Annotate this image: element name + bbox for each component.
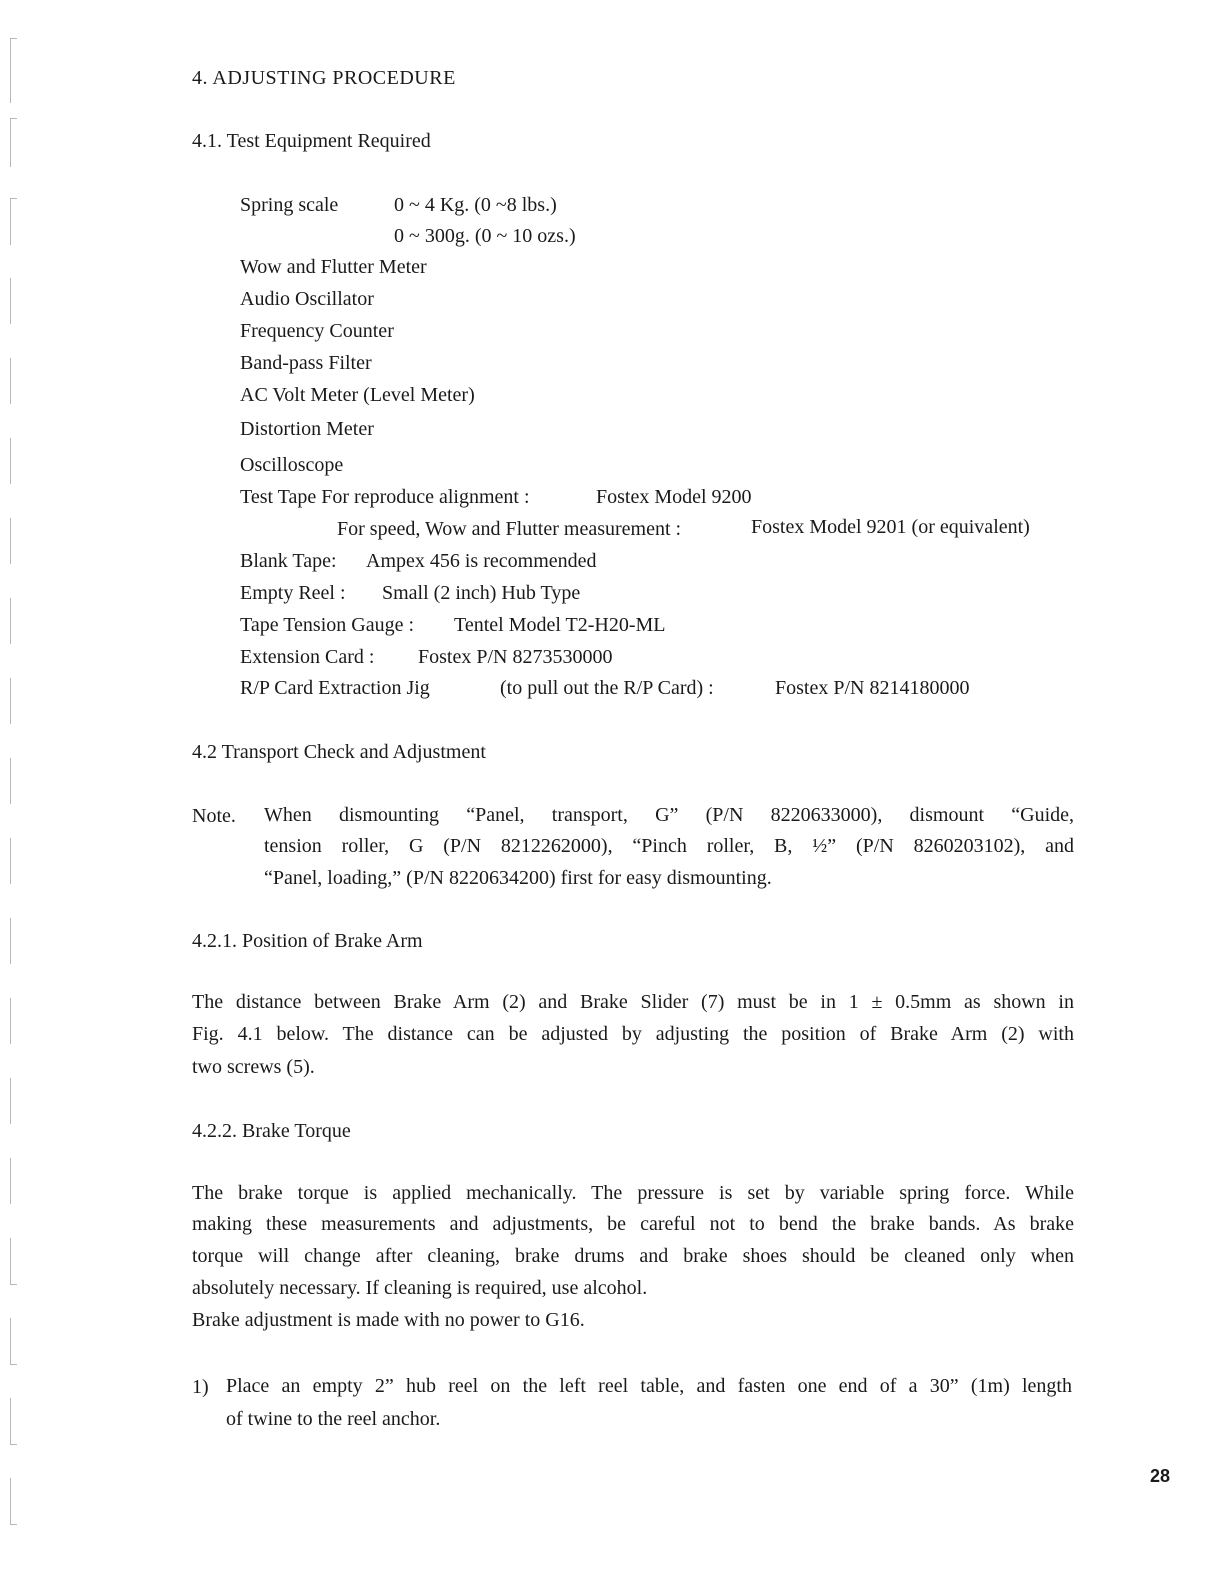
- equipment-item: Frequency Counter: [240, 320, 394, 342]
- equipment-test-tape-value: Fostex Model 9200: [596, 486, 752, 508]
- equipment-item: AC Volt Meter (Level Meter): [240, 384, 475, 406]
- equipment-test-tape-label: Test Tape For reproduce alignment :: [240, 486, 530, 508]
- note-label: Note.: [192, 805, 236, 827]
- torque-paragraph-line: absolutely necessary. If cleaning is required, use alcohol.: [192, 1277, 648, 1299]
- binder-mark: [10, 598, 11, 644]
- binder-mark: [10, 438, 11, 484]
- equipment-ext-value: Fostex P/N 8273530000: [418, 646, 613, 668]
- binder-mark: [10, 998, 11, 1044]
- brake-arm-paragraph-line: two screws (5).: [192, 1056, 315, 1078]
- binder-mark: [10, 118, 17, 167]
- binder-mark: [10, 278, 11, 324]
- note-line: “Panel, loading,” (P/N 8220634200) first for easy dismounting.: [264, 867, 772, 889]
- equipment-spring-label: Spring scale: [240, 194, 339, 216]
- equipment-gauge-value: Tentel Model T2-H20-ML: [454, 614, 666, 636]
- equipment-item: Band-pass Filter: [240, 352, 372, 374]
- note-line: tension roller, G (P/N 8212262000), “Pinch roller, B, ½” (P/N 8260203102), and: [264, 835, 1074, 857]
- note-line: When dismounting “Panel, transport, G” (P/N 8220633000), dismount “Guide,: [264, 804, 1074, 826]
- binder-mark: [10, 1078, 11, 1124]
- equipment-item: Audio Oscillator: [240, 288, 374, 310]
- binder-mark: [10, 918, 11, 964]
- equipment-blank-value: Ampex 456 is recommended: [366, 550, 597, 572]
- binder-mark: [10, 358, 11, 404]
- step-line: of twine to the reel anchor.: [226, 1408, 441, 1430]
- binder-mark: [10, 1478, 17, 1525]
- torque-paragraph-line: Brake adjustment is made with no power to G16.: [192, 1309, 585, 1331]
- binder-mark: [10, 1398, 17, 1445]
- torque-paragraph-line: torque will change after cleaning, brake drums and brake shoes should be cleaned only when: [192, 1245, 1074, 1267]
- binder-mark: [10, 518, 11, 564]
- section-title: 4. ADJUSTING PROCEDURE: [192, 67, 456, 89]
- binder-mark: [10, 198, 17, 245]
- step-number: 1): [192, 1376, 209, 1398]
- equipment-jig-note: (to pull out the R/P Card) :: [500, 677, 714, 699]
- equipment-spring-range-2: 0 ~ 300g. (0 ~ 10 ozs.): [394, 225, 576, 247]
- subsection-4-2-2-title: 4.2.2. Brake Torque: [192, 1120, 351, 1142]
- equipment-speed-value: Fostex Model 9201 (or equivalent): [751, 516, 1030, 538]
- equipment-reel-value: Small (2 inch) Hub Type: [382, 582, 581, 604]
- equipment-jig-label: R/P Card Extraction Jig: [240, 677, 430, 699]
- equipment-jig-value: Fostex P/N 8214180000: [775, 677, 970, 699]
- torque-paragraph-line: making these measurements and adjustments, be careful not to bend the brake bands. As brake: [192, 1213, 1074, 1235]
- brake-arm-paragraph-line: Fig. 4.1 below. The distance can be adjusted by adjusting the position of Brake Arm (2) with: [192, 1023, 1074, 1045]
- subsection-4-1-title: 4.1. Test Equipment Required: [192, 130, 431, 152]
- equipment-reel-label: Empty Reel :: [240, 582, 346, 604]
- binder-mark: [10, 678, 11, 724]
- subsection-4-2-title: 4.2 Transport Check and Adjustment: [192, 741, 486, 763]
- equipment-speed-label: For speed, Wow and Flutter measurement :: [337, 518, 682, 540]
- equipment-blank-label: Blank Tape:: [240, 550, 337, 572]
- binder-mark: [10, 38, 17, 103]
- equipment-spring-range-1: 0 ~ 4 Kg. (0 ~8 lbs.): [394, 194, 557, 216]
- binder-mark: [10, 1238, 17, 1285]
- equipment-item: Distortion Meter: [240, 418, 374, 440]
- equipment-gauge-label: Tape Tension Gauge :: [240, 614, 415, 636]
- page-number: 28: [1150, 1466, 1171, 1486]
- equipment-item: Wow and Flutter Meter: [240, 256, 427, 278]
- step-line: Place an empty 2” hub reel on the left reel table, and fasten one end of a 30” (1m) length: [226, 1375, 1072, 1397]
- binder-mark: [10, 838, 11, 884]
- brake-arm-paragraph-line: The distance between Brake Arm (2) and Brake Slider (7) must be in 1 ± 0.5mm as shown in: [192, 991, 1074, 1013]
- subsection-4-2-1-title: 4.2.1. Position of Brake Arm: [192, 930, 423, 952]
- torque-paragraph-line: The brake torque is applied mechanically. The pressure is set by variable spring force. While: [192, 1182, 1074, 1204]
- binder-mark: [10, 1318, 17, 1365]
- binder-mark: [10, 758, 11, 804]
- equipment-item: Oscilloscope: [240, 454, 344, 476]
- binder-mark: [10, 1158, 11, 1204]
- equipment-ext-label: Extension Card :: [240, 646, 375, 668]
